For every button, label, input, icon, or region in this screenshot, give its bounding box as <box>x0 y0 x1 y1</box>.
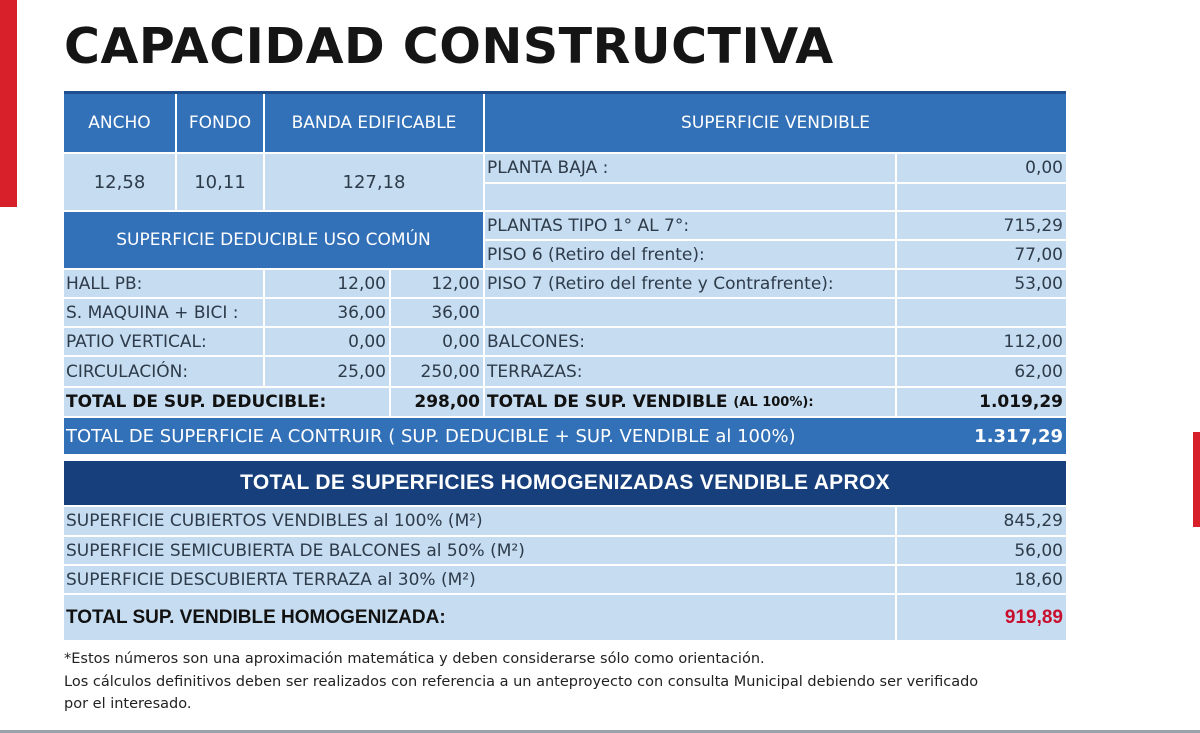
deducible-row-total: 36,00 <box>391 299 483 326</box>
value-ancho: 12,58 <box>64 154 175 210</box>
homogenizada-row-value: 845,29 <box>897 507 1066 535</box>
page-title: CAPACIDAD CONSTRUCTIVA <box>64 18 834 75</box>
vendible-row-label: PISO 6 (Retiro del frente): <box>485 241 895 268</box>
vendible-row-value: 77,00 <box>897 241 1066 268</box>
vendible-row-label: PLANTAS TIPO 1° AL 7°: <box>485 212 895 239</box>
footnote-line-1: *Estos números son una aproximación matemática y deben considerarse sólo como orientación. <box>64 651 765 667</box>
deducible-row-total: 12,00 <box>391 270 483 297</box>
deducible-row-value: 12,00 <box>265 270 389 297</box>
header-superficie-deducible: SUPERFICIE DEDUCIBLE USO COMÚN <box>64 212 483 268</box>
deducible-row-value: 36,00 <box>265 299 389 326</box>
vendible-row-label <box>485 184 895 210</box>
vendible-row-label <box>485 299 895 326</box>
homogenizada-total-label: TOTAL SUP. VENDIBLE HOMOGENIZADA: <box>64 595 895 640</box>
homogenizada-row-label: SUPERFICIE DESCUBIERTA TERRAZA al 30% (M²) <box>64 566 895 593</box>
footnote-line-3: por el interesado. <box>64 696 192 712</box>
vendible-row-value: 62,00 <box>897 357 1066 386</box>
vendible-row-label: BALCONES: <box>485 328 895 355</box>
header-banda-edificable: BANDA EDIFICABLE <box>265 94 483 152</box>
vendible-row-value: 53,00 <box>897 270 1066 297</box>
deducible-row-total: 0,00 <box>391 328 483 355</box>
vendible-row-value: 112,00 <box>897 328 1066 355</box>
header-fondo: FONDO <box>177 94 263 152</box>
deducible-row-value: 25,00 <box>265 357 389 386</box>
deducible-row-label: HALL PB: <box>64 270 263 297</box>
deducible-total-label: TOTAL DE SUP. DEDUCIBLE: <box>64 388 389 416</box>
homogenizada-row-value: 56,00 <box>897 537 1066 564</box>
header-ancho: ANCHO <box>64 94 175 152</box>
deducible-row-total: 250,00 <box>391 357 483 386</box>
value-fondo: 10,11 <box>177 154 263 210</box>
vendible-row-value <box>897 184 1066 210</box>
deducible-row-label: PATIO VERTICAL: <box>64 328 263 355</box>
vendible-total-label-text: TOTAL DE SUP. VENDIBLE <box>487 392 728 412</box>
homogenizada-total-value: 919,89 <box>897 595 1066 640</box>
grand-total-label: TOTAL DE SUPERFICIE A CONTRUIR ( SUP. DEDUCIBLE + SUP. VENDIBLE al 100%) <box>64 418 897 454</box>
red-accent-bar-left <box>0 0 17 207</box>
footnote-line-2: Los cálculos definitivos deben ser realizados con referencia a un anteproyecto con consulta Municipal debiendo ser verificado <box>64 674 979 690</box>
header-homogenizadas: TOTAL DE SUPERFICIES HOMOGENIZADAS VENDIBLE APROX <box>64 461 1066 505</box>
vendible-row-value <box>897 299 1066 326</box>
vendible-row-label: TERRAZAS: <box>485 357 895 386</box>
grand-total-value: 1.317,29 <box>897 418 1066 454</box>
deducible-row-label: CIRCULACIÓN: <box>64 357 263 386</box>
homogenizada-row-label: SUPERFICIE CUBIERTOS VENDIBLES al 100% (M²) <box>64 507 895 535</box>
vendible-row-label: PLANTA BAJA : <box>485 154 895 182</box>
value-banda-edificable: 127,18 <box>265 154 483 210</box>
deducible-row-value: 0,00 <box>265 328 389 355</box>
homogenizada-row-value: 18,60 <box>897 566 1066 593</box>
vendible-total-value: 1.019,29 <box>897 388 1066 416</box>
vendible-row-value: 715,29 <box>897 212 1066 239</box>
deducible-row-label: S. MAQUINA + BICI : <box>64 299 263 326</box>
header-superficie-vendible: SUPERFICIE VENDIBLE <box>485 94 1066 152</box>
vendible-row-value: 0,00 <box>897 154 1066 182</box>
red-accent-bar-right <box>1193 432 1200 527</box>
deducible-total-value: 298,00 <box>391 388 483 416</box>
vendible-total-suffix: (AL 100%): <box>733 394 814 410</box>
vendible-row-label: PISO 7 (Retiro del frente y Contrafrente): <box>485 270 895 297</box>
vendible-total-label <box>485 388 895 416</box>
homogenizada-row-label: SUPERFICIE SEMICUBIERTA DE BALCONES al 50% (M²) <box>64 537 895 564</box>
